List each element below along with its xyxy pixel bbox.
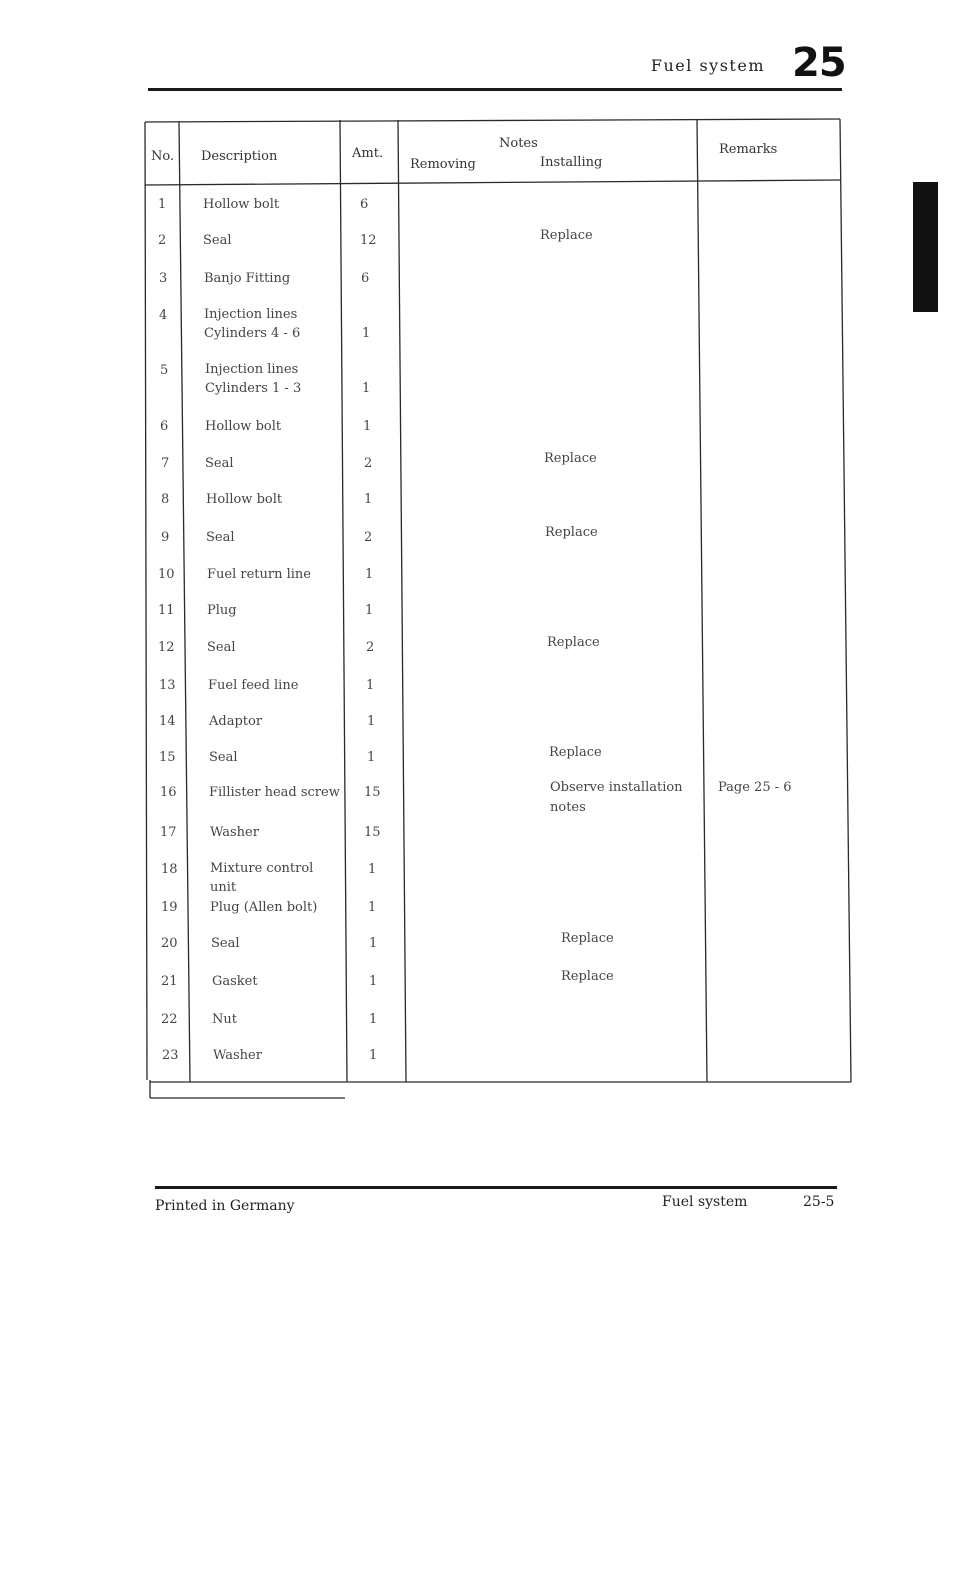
- cell-description: Fuel return line: [207, 567, 311, 582]
- cell-no: 7: [161, 456, 170, 471]
- cell-amount: 1: [369, 936, 378, 951]
- cell-installing-note: Replace: [547, 635, 600, 650]
- cell-description: Injection lines: [205, 362, 299, 377]
- cell-amount: 15: [364, 825, 381, 840]
- cell-description: Banjo Fitting: [204, 271, 291, 286]
- col-header-no: No.: [151, 149, 175, 164]
- cell-amount: 1: [366, 678, 375, 693]
- footer-rule: [155, 1186, 837, 1189]
- col-header-installing: Installing: [540, 155, 603, 170]
- cell-amount: 12: [360, 233, 377, 248]
- cell-no: 5: [160, 363, 169, 378]
- cell-amount: 6: [360, 197, 369, 212]
- cell-no: 6: [160, 419, 169, 434]
- cell-amount: 1: [364, 492, 373, 507]
- col-header-amt: Amt.: [352, 146, 384, 161]
- cell-description: Plug (Allen bolt): [210, 900, 318, 915]
- cell-description: Hollow bolt: [205, 419, 282, 434]
- cell-description: Washer: [210, 825, 259, 840]
- cell-no: 18: [161, 862, 178, 877]
- cell-description: Hollow bolt: [203, 197, 280, 212]
- cell-amount: 2: [364, 530, 373, 545]
- cell-no: 16: [160, 785, 177, 800]
- cell-amount: 1: [368, 900, 377, 915]
- page-header-title: Fuel system: [650, 56, 765, 75]
- cell-no: 17: [160, 825, 177, 840]
- col-header-description: Description: [201, 149, 278, 164]
- cell-description: Fillister head screw: [209, 785, 340, 800]
- footer-page-number: 25-5: [803, 1194, 835, 1210]
- cell-description: Cylinders 1 - 3: [205, 381, 302, 396]
- cell-amount: 15: [364, 785, 381, 800]
- cell-description: Seal: [209, 750, 238, 765]
- cell-description: Plug: [207, 603, 237, 618]
- cell-installing-note: Replace: [540, 228, 593, 243]
- cell-description: Washer: [213, 1048, 262, 1063]
- cell-no: 2: [158, 233, 167, 248]
- cell-description: unit: [210, 880, 237, 895]
- cell-description: Seal: [203, 233, 232, 248]
- cell-no: 10: [158, 567, 175, 582]
- cell-amount: 2: [364, 456, 373, 471]
- cell-no: 20: [161, 936, 178, 951]
- cell-installing-note: Replace: [561, 931, 614, 946]
- cell-installing-note: notes: [550, 800, 586, 815]
- cell-amount: 1: [365, 603, 374, 618]
- col-header-removing: Removing: [410, 157, 476, 172]
- cell-no: 11: [158, 603, 175, 618]
- cell-description: Adaptor: [209, 714, 263, 729]
- cell-description: Seal: [206, 530, 235, 545]
- cell-description: Cylinders 4 - 6: [204, 326, 301, 341]
- cell-installing-note: Replace: [545, 525, 598, 540]
- cell-amount: 1: [367, 750, 376, 765]
- cell-no: 12: [158, 640, 175, 655]
- cell-description: Seal: [211, 936, 240, 951]
- cell-no: 4: [159, 308, 168, 323]
- col-header-remarks: Remarks: [719, 142, 778, 157]
- col-header-notes: Notes: [499, 136, 538, 151]
- cell-description: Nut: [212, 1012, 237, 1027]
- cell-amount: 1: [367, 714, 376, 729]
- cell-amount: 1: [369, 974, 378, 989]
- cell-description: Seal: [205, 456, 234, 471]
- cell-installing-note: Observe installation: [550, 780, 683, 795]
- footer-section: Fuel system: [662, 1194, 748, 1210]
- cell-no: 15: [159, 750, 176, 765]
- cell-no: 23: [162, 1048, 179, 1063]
- cell-no: 3: [159, 271, 168, 286]
- cell-amount: 1: [368, 862, 377, 877]
- cell-no: 8: [161, 492, 170, 507]
- cell-description: Injection lines: [204, 307, 298, 322]
- cell-description: Hollow bolt: [206, 492, 283, 507]
- footer-printed: Printed in Germany: [155, 1198, 295, 1214]
- section-number: 25: [792, 40, 846, 86]
- cell-amount: 1: [362, 381, 371, 396]
- cell-description: Seal: [207, 640, 236, 655]
- cell-description: Mixture control: [210, 861, 314, 876]
- cell-no: 21: [161, 974, 178, 989]
- cell-installing-note: Replace: [549, 745, 602, 760]
- cell-no: 19: [161, 900, 178, 915]
- cell-amount: 1: [369, 1048, 378, 1063]
- cell-installing-note: Replace: [544, 451, 597, 466]
- cell-no: 22: [161, 1012, 178, 1027]
- cell-amount: 1: [365, 567, 374, 582]
- cell-no: 9: [161, 530, 170, 545]
- cell-installing-note: Replace: [561, 969, 614, 984]
- cell-description: Gasket: [212, 974, 258, 989]
- cell-remarks: Page 25 - 6: [718, 780, 792, 795]
- cell-description: Fuel feed line: [208, 678, 299, 693]
- cell-no: 1: [158, 197, 167, 212]
- cell-amount: 2: [366, 640, 375, 655]
- cell-amount: 1: [363, 419, 372, 434]
- cell-no: 13: [159, 678, 176, 693]
- cell-no: 14: [159, 714, 176, 729]
- cell-amount: 1: [362, 326, 371, 341]
- cell-amount: 1: [369, 1012, 378, 1027]
- cell-amount: 6: [361, 271, 370, 286]
